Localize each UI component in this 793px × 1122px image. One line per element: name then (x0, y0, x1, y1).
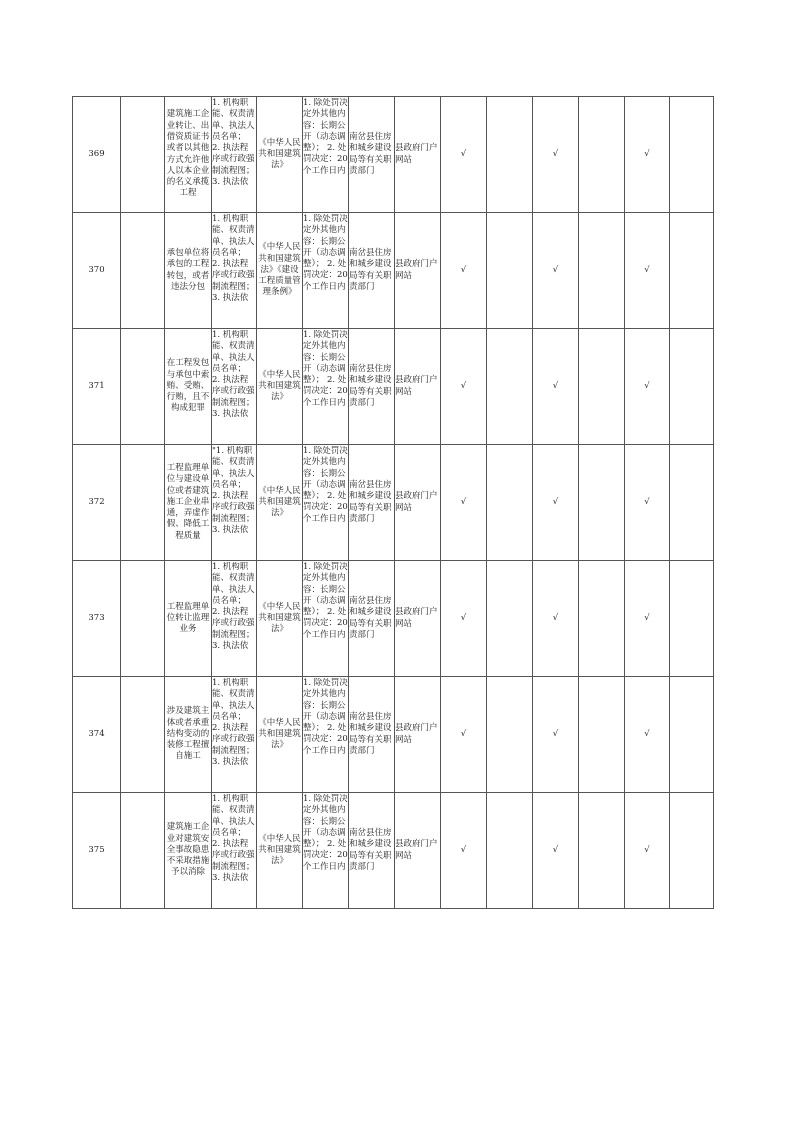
legal-basis-cell (257, 97, 303, 213)
subject-text: 南岔县住房和城乡建设局等有关职责部门 (349, 131, 392, 176)
check-mark-cell (441, 445, 487, 561)
channel-text: 县政府门户网站 (395, 723, 438, 745)
check-mark-cell (441, 793, 487, 909)
item-name-cell (165, 445, 212, 561)
check-mark: √ (644, 148, 650, 159)
content-text: 1. 机构职能、权责清单、执法人员名单； 2. 执法程序或行政强制流程图； 3. 执法依 (212, 794, 255, 884)
disclosure-subject-cell (349, 677, 395, 793)
law-text: 《中华人民共和国建筑法》 (258, 369, 301, 403)
period-text: 1. 除处罚决定外其他内容：长期公开（动态调整）； 2. 处罚决定：20个工作日内 (303, 98, 348, 176)
check-mark-cell (533, 445, 579, 561)
disclosure-content-cell (212, 561, 257, 677)
disclosure-subject-cell (349, 445, 395, 561)
check-mark-cell (441, 329, 487, 445)
disclosure-period-cell (303, 677, 349, 793)
table-row (73, 677, 714, 793)
num-text: 371 (88, 380, 105, 391)
legal-basis-cell (257, 677, 303, 793)
blank-cell (670, 677, 714, 793)
check-mark: √ (552, 264, 559, 275)
check-mark: √ (552, 728, 559, 739)
blank-cell (487, 793, 533, 909)
table-row (73, 793, 714, 909)
law-text: 《中华人民共和国建筑法》 (258, 485, 301, 519)
table-row (73, 561, 714, 677)
blank-cell (579, 445, 625, 561)
blank-cell (579, 561, 625, 677)
row-number (73, 213, 121, 329)
channel-text: 县政府门户网站 (395, 607, 438, 629)
disclosure-channel-cell (395, 445, 441, 561)
table-row (73, 97, 714, 213)
blank-cell (121, 329, 165, 445)
disclosure-subject-cell (349, 213, 395, 329)
num-text: 369 (88, 148, 105, 159)
channel-text: 县政府门户网站 (395, 143, 438, 165)
check-mark: √ (460, 496, 467, 507)
blank-cell (670, 793, 714, 909)
disclosure-subject-cell (349, 329, 395, 445)
blank-cell (121, 97, 165, 213)
content-text: 1. 机构职能、权责清单、执法人员名单； 2. 执法程序或行政强制流程图； 3. 执法依 (212, 98, 255, 188)
period-text: 1. 除处罚决定外其他内容：长期公开（动态调整）； 2. 处罚决定：20个工作日内 (303, 330, 348, 408)
disclosure-content-cell (212, 213, 257, 329)
check-mark-cell (625, 561, 670, 677)
item-name-cell (165, 677, 212, 793)
check-mark-cell (533, 97, 579, 213)
num-text: 373 (88, 612, 105, 623)
check-mark: √ (460, 380, 467, 391)
law-text: 《中华人民共和国建筑法》 (258, 601, 301, 635)
check-mark-cell (625, 677, 670, 793)
blank-cell (487, 329, 533, 445)
disclosure-content-cell (212, 793, 257, 909)
check-mark: √ (552, 380, 559, 391)
check-mark-cell (533, 677, 579, 793)
subject-text: 南岔县住房和城乡建设局等有关职责部门 (349, 479, 392, 524)
item-name-cell (165, 213, 212, 329)
disclosure-period-cell (303, 561, 349, 677)
num-text: 375 (88, 844, 105, 855)
table-body (73, 97, 714, 909)
subject-text: 南岔县住房和城乡建设局等有关职责部门 (349, 827, 392, 872)
blank-cell (579, 97, 625, 213)
disclosure-content-cell (212, 329, 257, 445)
check-mark: √ (552, 148, 559, 159)
disclosure-period-cell (303, 445, 349, 561)
blank-cell (579, 329, 625, 445)
item-name-cell (165, 329, 212, 445)
blank-cell (579, 677, 625, 793)
disclosure-period-cell (303, 793, 349, 909)
item-text: 涉及建筑主体或者承重结构变动的装修工程擅自施工 (166, 706, 210, 762)
content-text: 1. 机构职能、权责清单、执法人员名单； 2. 执法程序或行政强制流程图； 3. 执法依 (212, 562, 255, 652)
check-mark-cell (441, 97, 487, 213)
disclosure-subject-cell (349, 561, 395, 677)
disclosure-content-cell (212, 677, 257, 793)
law-text: 《中华人民共和国建筑法》《建设工程质量管理条例》 (258, 242, 301, 298)
period-text: 1. 除处罚决定外其他内容：长期公开（动态调整）； 2. 处罚决定：20个工作日内 (303, 794, 348, 872)
blank-cell (487, 445, 533, 561)
check-mark: √ (552, 496, 559, 507)
check-mark-cell (533, 561, 579, 677)
table-row (73, 213, 714, 329)
item-name-cell (165, 97, 212, 213)
disclosure-channel-cell (395, 329, 441, 445)
check-mark: √ (644, 380, 650, 391)
disclosure-period-cell (303, 97, 349, 213)
disclosure-period-cell (303, 329, 349, 445)
legal-basis-cell (257, 561, 303, 677)
blank-cell (121, 213, 165, 329)
item-name-cell (165, 793, 212, 909)
row-number (73, 793, 121, 909)
check-mark: √ (552, 844, 559, 855)
disclosure-content-cell (212, 445, 257, 561)
check-mark-cell (441, 561, 487, 677)
blank-cell (670, 329, 714, 445)
content-text: 1. 机构职能、权责清单、执法人员名单； 2. 执法程序或行政强制流程图； 3. 执法依 (212, 330, 255, 420)
check-mark-cell (625, 793, 670, 909)
row-number (73, 677, 121, 793)
check-mark: √ (644, 728, 650, 739)
blank-cell (121, 677, 165, 793)
check-mark-cell (625, 97, 670, 213)
num-text: 370 (88, 264, 105, 275)
item-text: 建筑施工企业转让、出借资质证书或者以其他方式允许他人以本企业的名义承揽工程 (166, 109, 210, 199)
check-mark: √ (644, 612, 650, 623)
check-mark: √ (460, 844, 467, 855)
item-text: 工程监理单位与建设单位或者建筑施工企业串通，弄虚作假、降低工程质量 (166, 462, 210, 541)
subject-text: 南岔县住房和城乡建设局等有关职责部门 (349, 363, 392, 408)
num-text: 372 (88, 496, 105, 507)
disclosure-channel-cell (395, 213, 441, 329)
row-number (73, 329, 121, 445)
check-mark: √ (460, 728, 467, 739)
blank-cell (487, 677, 533, 793)
subject-text: 南岔县住房和城乡建设局等有关职责部门 (349, 711, 392, 756)
blank-cell (487, 561, 533, 677)
check-mark-cell (625, 329, 670, 445)
blank-cell (670, 213, 714, 329)
row-number (73, 97, 121, 213)
blank-cell (670, 97, 714, 213)
disclosure-channel-cell (395, 97, 441, 213)
disclosure-channel-cell (395, 561, 441, 677)
disclosure-subject-cell (349, 793, 395, 909)
period-text: 1. 除处罚决定外其他内容：长期公开（动态调整）； 2. 处罚决定：20个工作日内 (303, 446, 348, 524)
blank-cell (487, 97, 533, 213)
content-text: "1. 机构职能、权责清单、执法人员名单； 2. 执法程序或行政强制流程图； 3. 执法依 (212, 446, 255, 536)
legal-basis-cell (257, 213, 303, 329)
check-mark-cell (441, 677, 487, 793)
check-mark: √ (460, 148, 467, 159)
check-mark-cell (625, 213, 670, 329)
blank-cell (121, 793, 165, 909)
blank-cell (121, 445, 165, 561)
subject-text: 南岔县住房和城乡建设局等有关职责部门 (349, 247, 392, 292)
check-mark-cell (533, 329, 579, 445)
channel-text: 县政府门户网站 (395, 259, 438, 281)
num-text: 374 (88, 728, 105, 739)
check-mark: √ (460, 264, 467, 275)
legal-basis-cell (257, 445, 303, 561)
row-number (73, 445, 121, 561)
disclosure-period-cell (303, 213, 349, 329)
blank-cell (487, 213, 533, 329)
blank-cell (579, 213, 625, 329)
check-mark-cell (625, 445, 670, 561)
row-number (73, 561, 121, 677)
check-mark: √ (644, 844, 650, 855)
channel-text: 县政府门户网站 (395, 491, 438, 513)
blank-cell (121, 561, 165, 677)
channel-text: 县政府门户网站 (395, 375, 438, 397)
check-mark: √ (644, 496, 650, 507)
check-mark-cell (441, 213, 487, 329)
subject-text: 南岔县住房和城乡建设局等有关职责部门 (349, 595, 392, 640)
blank-cell (579, 793, 625, 909)
item-text: 承包单位将承包的工程转包，或者违法分包 (166, 247, 210, 292)
check-mark-cell (533, 213, 579, 329)
item-text: 在工程发包与承包中索贿、受贿、行贿，且不构成犯罪 (166, 358, 210, 414)
disclosure-subject-cell (349, 97, 395, 213)
check-mark: √ (460, 612, 467, 623)
period-text: 1. 除处罚决定外其他内容：长期公开（动态调整）； 2. 处罚决定：20个工作日内 (303, 678, 348, 756)
period-text: 1. 除处罚决定外其他内容：长期公开（动态调整）； 2. 处罚决定：20个工作日内 (303, 562, 348, 640)
law-text: 《中华人民共和国建筑法》 (258, 833, 301, 867)
disclosure-content-cell (212, 97, 257, 213)
item-text: 工程监理单位转让监理业务 (166, 601, 210, 635)
check-mark: √ (644, 264, 650, 275)
item-text: 建筑施工企业对建筑安全事故隐患不采取措施予以消除 (166, 822, 210, 878)
channel-text: 县政府门户网站 (395, 839, 438, 861)
content-text: 1. 机构职能、权责清单、执法人员名单； 2. 执法程序或行政强制流程图； 3. 执法依 (212, 214, 255, 304)
law-text: 《中华人民共和国建筑法》 (258, 717, 301, 751)
table-row (73, 445, 714, 561)
legal-basis-cell (257, 329, 303, 445)
check-mark-cell (533, 793, 579, 909)
blank-cell (670, 561, 714, 677)
disclosure-table (72, 96, 714, 909)
blank-cell (670, 445, 714, 561)
disclosure-channel-cell (395, 677, 441, 793)
legal-basis-cell (257, 793, 303, 909)
period-text: 1. 除处罚决定外其他内容：长期公开（动态调整）； 2. 处罚决定：20个工作日内 (303, 214, 348, 292)
check-mark: √ (552, 612, 559, 623)
content-text: 1. 机构职能、权责清单、执法人员名单； 2. 执法程序或行政强制流程图； 3. 执法依 (212, 678, 255, 768)
law-text: 《中华人民共和国建筑法》 (258, 137, 301, 171)
table-row (73, 329, 714, 445)
disclosure-channel-cell (395, 793, 441, 909)
item-name-cell (165, 561, 212, 677)
